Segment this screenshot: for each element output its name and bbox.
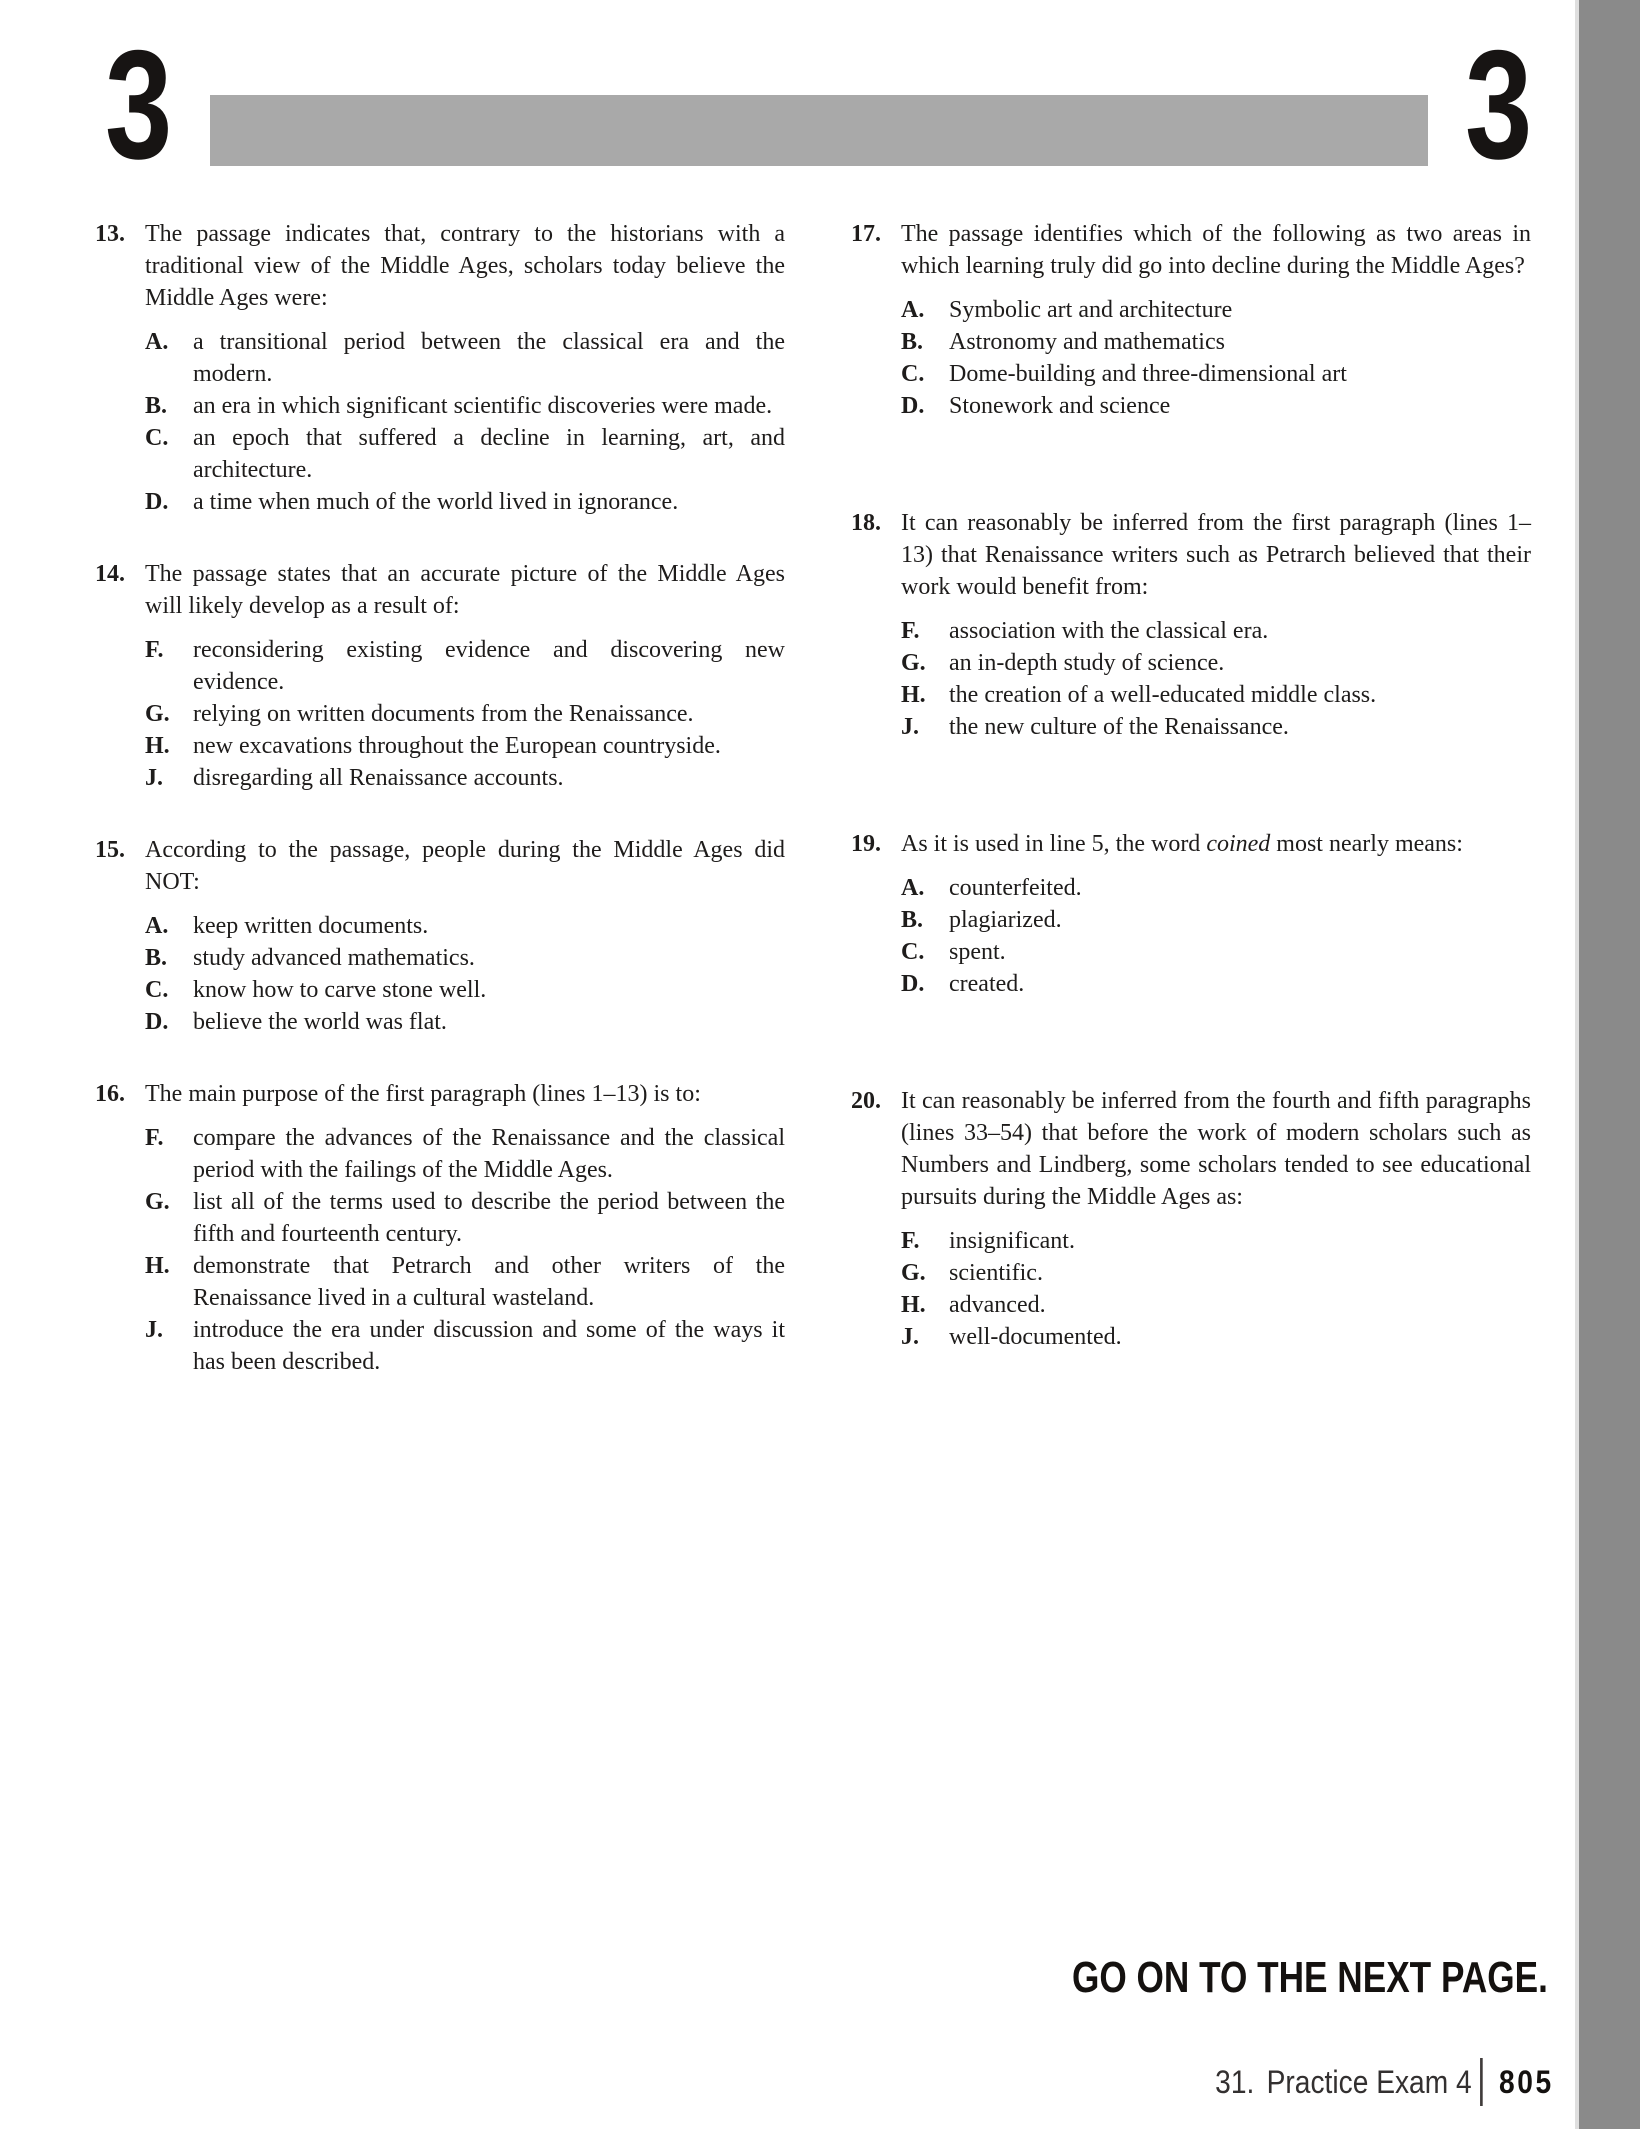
option-letter: J. (901, 714, 919, 740)
option-text: study advanced mathematics. (193, 945, 475, 971)
option (145, 762, 785, 794)
option-text: the creation of a well-educated middle class. (949, 682, 1377, 708)
option (901, 872, 1531, 904)
option-text: new excavations throughout the European countryside. (193, 733, 721, 759)
option-text: reconsidering existing evidence and discovering new evidence. (193, 637, 785, 695)
go-on-notice: GO ON TO THE NEXT PAGE. (1072, 1953, 1548, 2002)
option (145, 730, 785, 762)
option-letter: J. (901, 1324, 919, 1350)
option-text: plagiarized. (949, 907, 1062, 933)
option (901, 679, 1531, 711)
question (851, 828, 1531, 1000)
option-letter: F. (145, 1125, 164, 1151)
option-text: the new culture of the Renaissance. (949, 714, 1289, 740)
option (901, 968, 1531, 1000)
option-text: scientific. (949, 1260, 1043, 1286)
option-letter: G. (901, 1260, 926, 1286)
question-column-left (95, 218, 785, 1378)
option-letter: H. (901, 682, 926, 708)
question-stem (145, 218, 785, 314)
option-text: counterfeited. (949, 875, 1082, 901)
option-text: insignificant. (949, 1228, 1075, 1254)
option-letter: G. (145, 1189, 170, 1215)
stem-text: The passage states that an accurate picture of the Middle Ages will likely develop as a result of: (145, 561, 785, 619)
option-list (901, 615, 1531, 743)
footer-divider (1481, 2058, 1484, 2106)
stem-text: The main purpose of the first paragraph (lines 1–13) is to: (145, 1081, 701, 1107)
option-text: Stonework and science (949, 393, 1171, 419)
question-stem (901, 507, 1531, 603)
option (901, 904, 1531, 936)
option-letter: H. (901, 1292, 926, 1318)
stem-text: The passage identifies which of the following as two areas in which learning truly did go into decline during the Middle Ages? (901, 221, 1531, 279)
option-text: advanced. (949, 1292, 1046, 1318)
option-list (901, 1225, 1531, 1353)
option (901, 615, 1531, 647)
option-letter: H. (145, 733, 170, 759)
option-text: introduce the era under discussion and some of the ways it has been described. (193, 1317, 785, 1375)
question-number: 15. (95, 837, 125, 863)
option-list (145, 1122, 785, 1378)
option-letter: B. (145, 945, 168, 971)
question-stem (145, 1078, 785, 1110)
question-stem (901, 218, 1531, 282)
option (145, 634, 785, 698)
option (145, 1006, 785, 1038)
option-letter: F. (901, 618, 920, 644)
option (901, 390, 1531, 422)
option-letter: C. (901, 939, 925, 965)
option-list (901, 872, 1531, 1000)
option-text: an era in which significant scientific discoveries were made. (193, 393, 773, 419)
option-letter: A. (901, 297, 925, 323)
option-letter: J. (145, 1317, 163, 1343)
option (901, 647, 1531, 679)
option (145, 910, 785, 942)
option-letter: D. (145, 489, 169, 515)
question-number: 17. (851, 221, 881, 247)
question-stem (901, 1085, 1531, 1213)
stem-text: As it is used in line 5, the word (901, 831, 1207, 857)
option (145, 1122, 785, 1186)
option (145, 486, 785, 518)
option-letter: H. (145, 1253, 170, 1279)
section-number-right: 3 (1465, 18, 1533, 191)
option-text: association with the classical era. (949, 618, 1269, 644)
question-stem (145, 558, 785, 622)
question-number: 19. (851, 831, 881, 857)
option (145, 390, 785, 422)
question (95, 558, 785, 794)
option (145, 698, 785, 730)
stem-text: According to the passage, people during the Middle Ages did NOT: (145, 837, 785, 895)
option (901, 1225, 1531, 1257)
option (901, 326, 1531, 358)
option-text: well-documented. (949, 1324, 1122, 1350)
option-letter: A. (145, 913, 169, 939)
option (901, 1257, 1531, 1289)
option-text: an epoch that suffered a decline in learning, art, and architecture. (193, 425, 785, 483)
option (901, 936, 1531, 968)
option-text: relying on written documents from the Renaissance. (193, 701, 694, 727)
stem-text: It can reasonably be inferred from the fourth and fifth paragraphs (lines 33–54) that before the work of modern scholars such as Numbers and Lindberg, some scholars tended to see educational pursuits during the Middle Ages as: (901, 1088, 1531, 1210)
option (145, 1314, 785, 1378)
option (145, 1186, 785, 1250)
question-number: 18. (851, 510, 881, 536)
option-text: Astronomy and mathematics (949, 329, 1225, 355)
option (901, 1289, 1531, 1321)
option-text: keep written documents. (193, 913, 429, 939)
option (145, 942, 785, 974)
option-list (145, 634, 785, 794)
page-footer (1215, 2058, 1554, 2106)
question-stem (901, 828, 1531, 860)
option (901, 358, 1531, 390)
footer-book-title: Practice Exam 4 (1266, 2063, 1472, 2100)
option (145, 422, 785, 486)
question-number: 13. (95, 221, 125, 247)
option-letter: G. (145, 701, 170, 727)
option-text: know how to carve stone well. (193, 977, 487, 1003)
option-letter: J. (145, 765, 163, 791)
option-text: believe the world was flat. (193, 1009, 447, 1035)
option-letter: A. (901, 875, 925, 901)
option-text: spent. (949, 939, 1006, 965)
option-text: an in-depth study of science. (949, 650, 1225, 676)
option-text: a transitional period between the classical era and the modern. (193, 329, 785, 387)
option-letter: C. (901, 361, 925, 387)
option-list (901, 294, 1531, 422)
stem-text: The passage indicates that, contrary to the historians with a traditional view of the Middle Ages, scholars today believe the Middle Ages were: (145, 221, 785, 311)
question (95, 834, 785, 1038)
footer-book-label: 31. (1215, 2063, 1255, 2100)
option (901, 1321, 1531, 1353)
option-text: list all of the terms used to describe the period between the fifth and fourteenth century. (193, 1189, 785, 1247)
stem-text: coined (1206, 831, 1271, 857)
option-list (145, 910, 785, 1038)
header-bar (210, 95, 1428, 166)
option-text: compare the advances of the Renaissance and the classical period with the failings of the Middle Ages. (193, 1125, 785, 1183)
option-letter: D. (901, 971, 925, 997)
option-text: disregarding all Renaissance accounts. (193, 765, 564, 791)
option-letter: C. (145, 977, 169, 1003)
option-text: Dome-building and three-dimensional art (949, 361, 1347, 387)
option-text: Symbolic art and architecture (949, 297, 1233, 323)
option (145, 974, 785, 1006)
option-letter: D. (145, 1009, 169, 1035)
option-text: demonstrate that Petrarch and other writers of the Renaissance lived in a cultural wasteland. (193, 1253, 785, 1311)
option-letter: F. (901, 1228, 920, 1254)
page-number: 805 (1499, 2063, 1554, 2100)
question-number: 14. (95, 561, 125, 587)
question (851, 1085, 1531, 1353)
option-letter: B. (901, 329, 924, 355)
option-letter: A. (145, 329, 169, 355)
option-letter: B. (145, 393, 168, 419)
option (145, 326, 785, 390)
question-number: 20. (851, 1088, 881, 1114)
option (145, 1250, 785, 1314)
option (901, 711, 1531, 743)
question (851, 218, 1531, 422)
question-number: 16. (95, 1081, 125, 1107)
option (901, 294, 1531, 326)
option-letter: C. (145, 425, 169, 451)
question (95, 1078, 785, 1378)
option-list (145, 326, 785, 518)
question (851, 507, 1531, 743)
option-letter: B. (901, 907, 924, 933)
option-letter: D. (901, 393, 925, 419)
binding-strip (1579, 0, 1640, 2129)
option-text: a time when much of the world lived in ignorance. (193, 489, 679, 515)
question (95, 218, 785, 518)
question-column-right (851, 218, 1531, 1353)
stem-text: It can reasonably be inferred from the first paragraph (lines 1–13) that Renaissance writers such as Petrarch believed that their work would benefit from: (901, 510, 1531, 600)
option-letter: G. (901, 650, 926, 676)
section-number-left: 3 (105, 18, 173, 191)
option-text: created. (949, 971, 1025, 997)
stem-text: most nearly means: (1270, 831, 1463, 857)
question-stem (145, 834, 785, 898)
option-letter: F. (145, 637, 164, 663)
